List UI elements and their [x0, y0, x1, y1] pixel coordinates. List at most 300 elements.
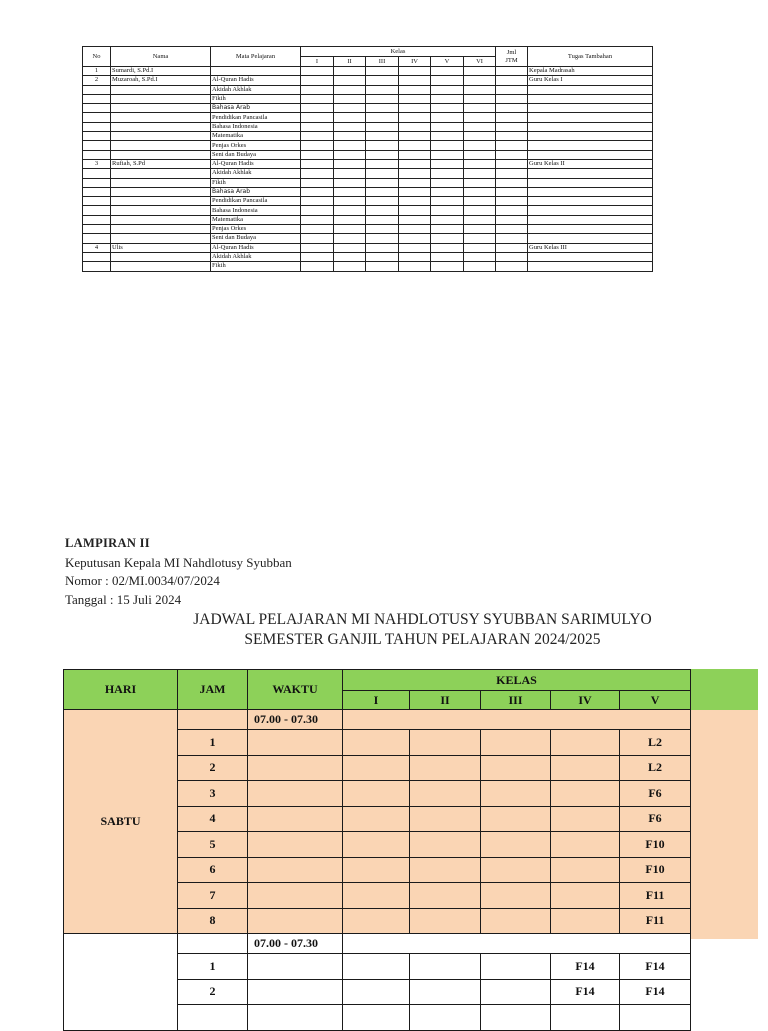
table-row — [83, 85, 653, 94]
cell-nama — [111, 113, 211, 122]
cell-mapel: Matematika — [211, 215, 301, 224]
cell-empty — [496, 206, 528, 215]
cell-tugas — [528, 132, 653, 141]
cell-mapel: Fikih — [211, 178, 301, 187]
cell-tugas — [528, 122, 653, 131]
cell-empty — [301, 252, 334, 261]
table-row — [83, 178, 653, 187]
cell-tugas: Guru Kelas III — [528, 243, 653, 252]
cell-empty — [431, 225, 464, 234]
cell-kelas — [551, 857, 620, 883]
cell-kelas — [410, 832, 481, 858]
cell-empty — [496, 169, 528, 178]
cell-empty — [334, 215, 366, 224]
cell-no: 1 — [83, 67, 111, 76]
cell-empty — [496, 178, 528, 187]
cell-empty — [399, 206, 431, 215]
cell-empty — [496, 262, 528, 271]
cell-waktu — [248, 1005, 343, 1031]
cell-no — [83, 225, 111, 234]
kelas-col: III — [366, 57, 399, 67]
teacher-assignment-table — [82, 46, 653, 272]
kelas-col: II — [410, 691, 481, 710]
cell-no — [83, 94, 111, 103]
cell-empty — [301, 85, 334, 94]
cell-empty — [301, 187, 334, 196]
cell-empty — [334, 252, 366, 261]
cell-empty — [334, 225, 366, 234]
cell-empty — [431, 252, 464, 261]
cell-waktu — [248, 979, 343, 1005]
cell-no — [83, 206, 111, 215]
cell-empty — [366, 187, 399, 196]
cell-empty — [431, 132, 464, 141]
kelas-col: II — [334, 57, 366, 67]
cell-empty — [431, 104, 464, 113]
cell-empty — [301, 243, 334, 252]
day-label — [64, 934, 178, 1031]
cell-mapel: Seni dan Budaya — [211, 150, 301, 159]
cell-empty — [366, 132, 399, 141]
cell-mapel: Fikih — [211, 262, 301, 271]
table-row — [83, 122, 653, 131]
cell-empty — [496, 122, 528, 131]
cell-kelas — [481, 954, 551, 980]
cell-empty — [334, 178, 366, 187]
cell-kelas: F11 — [620, 908, 691, 934]
cell-empty — [464, 234, 496, 243]
cell-jam — [178, 934, 248, 954]
cell-kelas — [551, 883, 620, 909]
cell-empty — [431, 67, 464, 76]
schedule-table — [63, 669, 691, 1031]
cell-kelas: F6 — [620, 781, 691, 807]
cell-kelas — [481, 979, 551, 1005]
kelas-col: V — [431, 57, 464, 67]
col-header-jam: JAM — [178, 670, 248, 710]
cell-nama: Muzaroah, S.Pd.I — [111, 76, 211, 85]
cell-jam: 5 — [178, 832, 248, 858]
cell-empty — [399, 187, 431, 196]
cell-kelas — [551, 730, 620, 756]
schedule-subtitle: SEMESTER GANJIL TAHUN PELAJARAN 2024/2025 — [244, 631, 601, 648]
cell-no — [83, 169, 111, 178]
cell-empty — [496, 150, 528, 159]
cell-waktu — [248, 857, 343, 883]
cell-jam — [178, 1005, 248, 1031]
cell-kelas — [410, 755, 481, 781]
cell-empty — [366, 252, 399, 261]
table-row — [83, 215, 653, 224]
col-header-waktu: WAKTU — [248, 670, 343, 710]
cell-nama: Ulis — [111, 243, 211, 252]
day-label: SABTU — [64, 710, 178, 934]
kelas-col: I — [343, 691, 410, 710]
cell-mapel: Bahasa Indonesia — [211, 122, 301, 131]
cell-jam: 6 — [178, 857, 248, 883]
col-header-mapel: Mata Pelajaran — [211, 47, 301, 67]
kelas-col: VI — [464, 57, 496, 67]
cell-kelas: F11 — [620, 883, 691, 909]
cell-no — [83, 104, 111, 113]
table-row — [83, 225, 653, 234]
cell-empty — [301, 94, 334, 103]
cell-empty — [366, 197, 399, 206]
table-row — [83, 113, 653, 122]
cell-empty — [464, 141, 496, 150]
cell-empty — [366, 215, 399, 224]
cell-kelas — [343, 806, 410, 832]
cell-empty — [399, 243, 431, 252]
cell-waktu — [248, 954, 343, 980]
cell-kelas — [410, 908, 481, 934]
cell-no — [83, 122, 111, 131]
cell-empty — [301, 197, 334, 206]
cell-nama — [111, 197, 211, 206]
cell-empty — [301, 150, 334, 159]
cell-empty — [399, 178, 431, 187]
table-row — [83, 76, 653, 85]
cell-kelas — [481, 883, 551, 909]
cell-no — [83, 262, 111, 271]
cell-waktu: 07.00 - 07.30 — [248, 934, 343, 954]
cell-empty — [464, 159, 496, 168]
cell-kelas: F14 — [551, 979, 620, 1005]
cell-empty — [343, 710, 691, 730]
cell-jam: 1 — [178, 954, 248, 980]
cell-empty — [399, 159, 431, 168]
cell-tugas: Guru Kelas I — [528, 76, 653, 85]
cell-no — [83, 141, 111, 150]
cell-kelas — [343, 954, 410, 980]
cell-jam: 1 — [178, 730, 248, 756]
cell-tugas — [528, 113, 653, 122]
cell-empty — [366, 169, 399, 178]
table-row — [83, 197, 653, 206]
cell-nama: Sumardi, S.Pd.I — [111, 67, 211, 76]
cell-empty — [301, 141, 334, 150]
cell-kelas — [551, 806, 620, 832]
cell-empty — [464, 225, 496, 234]
cell-empty — [496, 141, 528, 150]
cell-empty — [431, 197, 464, 206]
cell-tugas: Guru Kelas II — [528, 159, 653, 168]
cell-empty — [496, 94, 528, 103]
cell-kelas: F14 — [551, 954, 620, 980]
cell-kelas: F10 — [620, 832, 691, 858]
cell-kelas — [410, 954, 481, 980]
cell-empty — [464, 187, 496, 196]
cell-waktu — [248, 806, 343, 832]
cell-empty — [366, 159, 399, 168]
cell-kelas: F10 — [620, 857, 691, 883]
cell-mapel: Pendidikan Pancasila — [211, 113, 301, 122]
cell-nama — [111, 85, 211, 94]
table-row — [83, 159, 653, 168]
cell-empty — [464, 85, 496, 94]
cell-empty — [366, 225, 399, 234]
cell-empty — [431, 262, 464, 271]
cell-empty — [496, 243, 528, 252]
kelas-col: I — [301, 57, 334, 67]
cell-empty — [464, 122, 496, 131]
kelas-col: V — [620, 691, 691, 710]
cell-empty — [399, 113, 431, 122]
cell-empty — [301, 206, 334, 215]
cell-no — [83, 132, 111, 141]
cell-waktu — [248, 908, 343, 934]
cell-empty — [496, 104, 528, 113]
cell-mapel: Bahasa Arab — [211, 187, 301, 196]
cell-jam: 4 — [178, 806, 248, 832]
cell-waktu — [248, 781, 343, 807]
cell-mapel: Fikih — [211, 94, 301, 103]
cell-empty — [431, 150, 464, 159]
cell-no — [83, 215, 111, 224]
waktu-row — [64, 710, 691, 730]
cell-empty — [366, 206, 399, 215]
cell-tugas — [528, 206, 653, 215]
cell-jam: 2 — [178, 979, 248, 1005]
cell-nama — [111, 132, 211, 141]
cell-kelas — [410, 979, 481, 1005]
cell-kelas — [551, 781, 620, 807]
cell-kelas — [343, 755, 410, 781]
cell-nama — [111, 150, 211, 159]
cell-empty — [431, 141, 464, 150]
table-row — [83, 169, 653, 178]
cell-empty — [464, 206, 496, 215]
cell-mapel: Pendidikan Pancasila — [211, 197, 301, 206]
cell-empty — [334, 206, 366, 215]
cell-empty — [496, 85, 528, 94]
cell-kelas — [410, 857, 481, 883]
header-extension — [690, 669, 758, 710]
cell-nama — [111, 141, 211, 150]
col-header-kelas: Kelas — [301, 47, 496, 57]
cell-empty — [334, 141, 366, 150]
table-row — [83, 104, 653, 113]
cell-mapel — [211, 67, 301, 76]
cell-empty — [464, 94, 496, 103]
cell-empty — [399, 104, 431, 113]
cell-empty — [496, 113, 528, 122]
cell-jam: 2 — [178, 755, 248, 781]
cell-tugas — [528, 150, 653, 159]
table-row — [83, 243, 653, 252]
table-row — [83, 262, 653, 271]
cell-empty — [464, 67, 496, 76]
cell-mapel: Al-Quran Hadis — [211, 243, 301, 252]
cell-empty — [399, 252, 431, 261]
cell-empty — [496, 225, 528, 234]
kelas-col: IV — [399, 57, 431, 67]
schedule-table-wrapper — [63, 669, 691, 1031]
cell-empty — [301, 225, 334, 234]
cell-empty — [464, 178, 496, 187]
cell-empty — [301, 104, 334, 113]
cell-empty — [334, 243, 366, 252]
cell-empty — [399, 262, 431, 271]
cell-kelas — [481, 857, 551, 883]
cell-waktu: 07.00 - 07.30 — [248, 710, 343, 730]
cell-mapel: Bahasa Indonesia — [211, 206, 301, 215]
cell-empty — [334, 187, 366, 196]
cell-empty — [366, 122, 399, 131]
cell-empty — [301, 262, 334, 271]
cell-empty — [431, 178, 464, 187]
cell-kelas — [481, 908, 551, 934]
cell-kelas — [481, 806, 551, 832]
cell-kelas — [551, 832, 620, 858]
cell-empty — [431, 113, 464, 122]
cell-empty — [334, 150, 366, 159]
cell-empty — [431, 159, 464, 168]
col-header-no: No — [83, 47, 111, 67]
cell-empty — [464, 262, 496, 271]
cell-mapel: Akidah Akhlak — [211, 169, 301, 178]
cell-kelas — [343, 1005, 410, 1031]
nomor-text: Nomor : 02/MI.0034/07/2024 — [65, 573, 220, 588]
cell-empty — [496, 187, 528, 196]
table-row — [83, 67, 653, 76]
cell-empty — [399, 225, 431, 234]
cell-no: 4 — [83, 243, 111, 252]
cell-empty — [301, 122, 334, 131]
cell-empty — [366, 262, 399, 271]
cell-tugas — [528, 262, 653, 271]
cell-tugas — [528, 104, 653, 113]
lampiran-label: LAMPIRAN II — [65, 536, 150, 550]
cell-mapel: Al-Quran Hadis — [211, 159, 301, 168]
cell-empty — [464, 132, 496, 141]
cell-empty — [301, 215, 334, 224]
cell-empty — [301, 169, 334, 178]
cell-nama — [111, 94, 211, 103]
cell-no — [83, 85, 111, 94]
cell-kelas: F6 — [620, 806, 691, 832]
cell-empty — [366, 76, 399, 85]
cell-empty — [431, 215, 464, 224]
table-row — [83, 206, 653, 215]
cell-empty — [431, 122, 464, 131]
cell-empty — [334, 67, 366, 76]
cell-kelas — [481, 832, 551, 858]
cell-empty — [464, 197, 496, 206]
cell-mapel: Penjas Orkes — [211, 141, 301, 150]
keputusan-text: Keputusan Kepala MI Nahdlotusy Syubban — [65, 555, 292, 570]
cell-empty — [496, 252, 528, 261]
table-row — [83, 252, 653, 261]
cell-empty — [431, 187, 464, 196]
cell-tugas — [528, 178, 653, 187]
cell-tugas — [528, 187, 653, 196]
cell-kelas — [410, 883, 481, 909]
cell-empty — [399, 85, 431, 94]
cell-empty — [334, 234, 366, 243]
cell-tugas — [528, 197, 653, 206]
cell-tugas — [528, 85, 653, 94]
cell-empty — [366, 67, 399, 76]
cell-empty — [366, 243, 399, 252]
cell-empty — [496, 67, 528, 76]
cell-empty — [496, 76, 528, 85]
cell-mapel: Seni dan Budaya — [211, 234, 301, 243]
cell-mapel: Akidah Akhlak — [211, 252, 301, 261]
table-row — [83, 234, 653, 243]
cell-empty — [334, 262, 366, 271]
table-row — [83, 141, 653, 150]
cell-kelas — [481, 1005, 551, 1031]
cell-empty — [343, 934, 691, 954]
cell-no — [83, 113, 111, 122]
cell-empty — [496, 215, 528, 224]
cell-kelas — [343, 857, 410, 883]
cell-kelas — [481, 730, 551, 756]
cell-empty — [366, 234, 399, 243]
cell-empty — [399, 132, 431, 141]
cell-no — [83, 197, 111, 206]
cell-kelas — [481, 781, 551, 807]
cell-empty — [431, 169, 464, 178]
cell-kelas — [343, 908, 410, 934]
cell-tugas — [528, 94, 653, 103]
cell-empty — [431, 85, 464, 94]
cell-empty — [431, 76, 464, 85]
cell-no — [83, 150, 111, 159]
col-header-hari: HARI — [64, 670, 178, 710]
cell-kelas — [551, 908, 620, 934]
cell-empty — [301, 76, 334, 85]
col-header-jml-jtm — [496, 47, 528, 67]
cell-kelas — [343, 781, 410, 807]
cell-kelas: F14 — [620, 954, 691, 980]
cell-empty — [431, 206, 464, 215]
cell-kelas: L2 — [620, 755, 691, 781]
cell-kelas — [481, 755, 551, 781]
cell-jam: 3 — [178, 781, 248, 807]
cell-empty — [334, 94, 366, 103]
cell-mapel: Penjas Orkes — [211, 225, 301, 234]
waktu-row — [64, 934, 691, 954]
cell-empty — [301, 178, 334, 187]
cell-kelas — [343, 979, 410, 1005]
cell-empty — [334, 113, 366, 122]
cell-nama — [111, 225, 211, 234]
cell-mapel: Bahasa Arab — [211, 104, 301, 113]
cell-kelas — [551, 1005, 620, 1031]
cell-no — [83, 178, 111, 187]
table-row — [83, 132, 653, 141]
cell-waktu — [248, 883, 343, 909]
cell-kelas — [410, 781, 481, 807]
cell-empty — [334, 85, 366, 94]
cell-kelas: L2 — [620, 730, 691, 756]
cell-mapel: Al-Quran Hadis — [211, 76, 301, 85]
cell-empty — [496, 197, 528, 206]
cell-empty — [334, 159, 366, 168]
cell-no — [83, 252, 111, 261]
cell-empty — [399, 94, 431, 103]
cell-kelas — [620, 1005, 691, 1031]
cell-no: 2 — [83, 76, 111, 85]
cell-no — [83, 187, 111, 196]
cell-empty — [334, 76, 366, 85]
cell-nama: Rufiah, S.Pd — [111, 159, 211, 168]
cell-nama — [111, 262, 211, 271]
cell-kelas — [343, 730, 410, 756]
table-row — [83, 187, 653, 196]
